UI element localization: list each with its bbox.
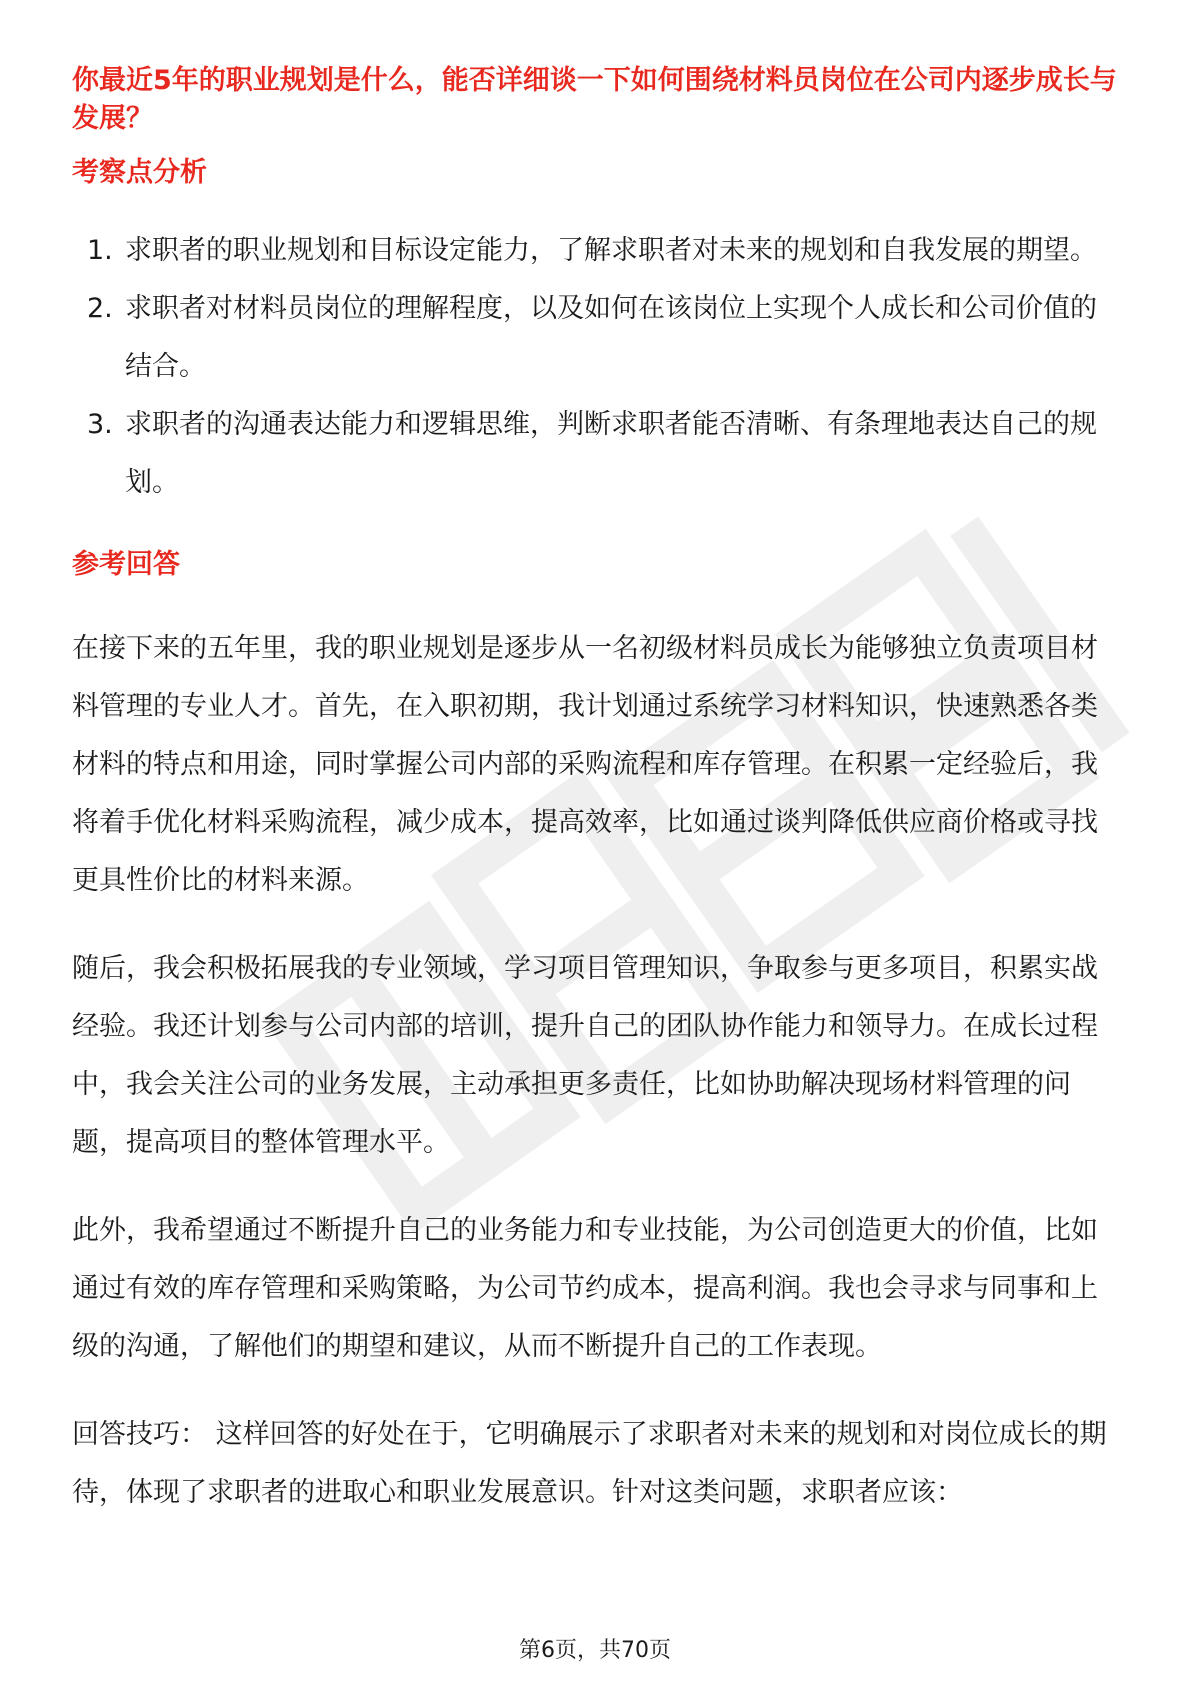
list-number: 3. <box>87 409 113 440</box>
list-item <box>72 222 1120 280</box>
main-content <box>72 62 1120 1522</box>
answer-title: 参考回答 <box>72 549 180 580</box>
list-number: 2. <box>87 293 113 324</box>
list-text: 求职者的职业规划和目标设定能力，了解求职者对未来的规划和自我发展的期望。 <box>125 235 1097 266</box>
answer-tips-paragraph: 回答技巧： 这样回答的好处在于，它明确展示了求职者对未来的规划和对岗位成长的期待，体现了求职者的进取心和职业发展意识。针对这类问题，求职者应该： <box>72 1419 1107 1508</box>
list-item <box>72 396 1120 512</box>
page-footer: 第6页，共70页 <box>519 1638 671 1663</box>
answer-paragraph: 在接下来的五年里，我的职业规划是逐步从一名初级材料员成长为能够独立负责项目材料管理的专业人才。首先，在入职初期，我计划通过系统学习材料知识，快速熟悉各类材料的特点和用途，同时掌握公司内部的采购流程和库存管理。在积累一定经验后，我将着手优化材料采购流程，减少成本，提高效率，比如通过谈判降低供应商价格或寻找更具性价比的材料来源。 <box>72 633 1098 896</box>
answer-paragraph: 随后，我会积极拓展我的专业领域，学习项目管理知识，争取参与更多项目，积累实战经验。我还计划参与公司内部的培训，提升自己的团队协作能力和领导力。在成长过程中，我会关注公司的业务发展，主动承担更多责任，比如协助解决现场材料管理的问题，提高项目的整体管理水平。 <box>72 953 1098 1158</box>
list-number: 1. <box>87 235 113 266</box>
analysis-title: 考察点分析 <box>72 157 207 188</box>
analysis-list <box>72 222 1120 512</box>
list-text: 求职者的沟通表达能力和逻辑思维，判断求职者能否清晰、有条理地表达自己的规划。 <box>125 409 1097 498</box>
list-item <box>72 280 1120 396</box>
answer-paragraph: 此外，我希望通过不断提升自己的业务能力和专业技能，为公司创造更大的价值，比如通过有效的库存管理和采购策略，为公司节约成本，提高利润。我也会寻求与同事和上级的沟通，了解他们的期望和建议，从而不断提升自己的工作表现。 <box>72 1215 1098 1362</box>
list-text: 求职者对材料员岗位的理解程度，以及如何在该岗位上实现个人成长和公司价值的结合。 <box>125 293 1097 382</box>
question-heading: 你最近5年的职业规划是什么，能否详细谈一下如何围绕材料员岗位在公司内逐步成长与发展？ <box>72 65 1117 134</box>
